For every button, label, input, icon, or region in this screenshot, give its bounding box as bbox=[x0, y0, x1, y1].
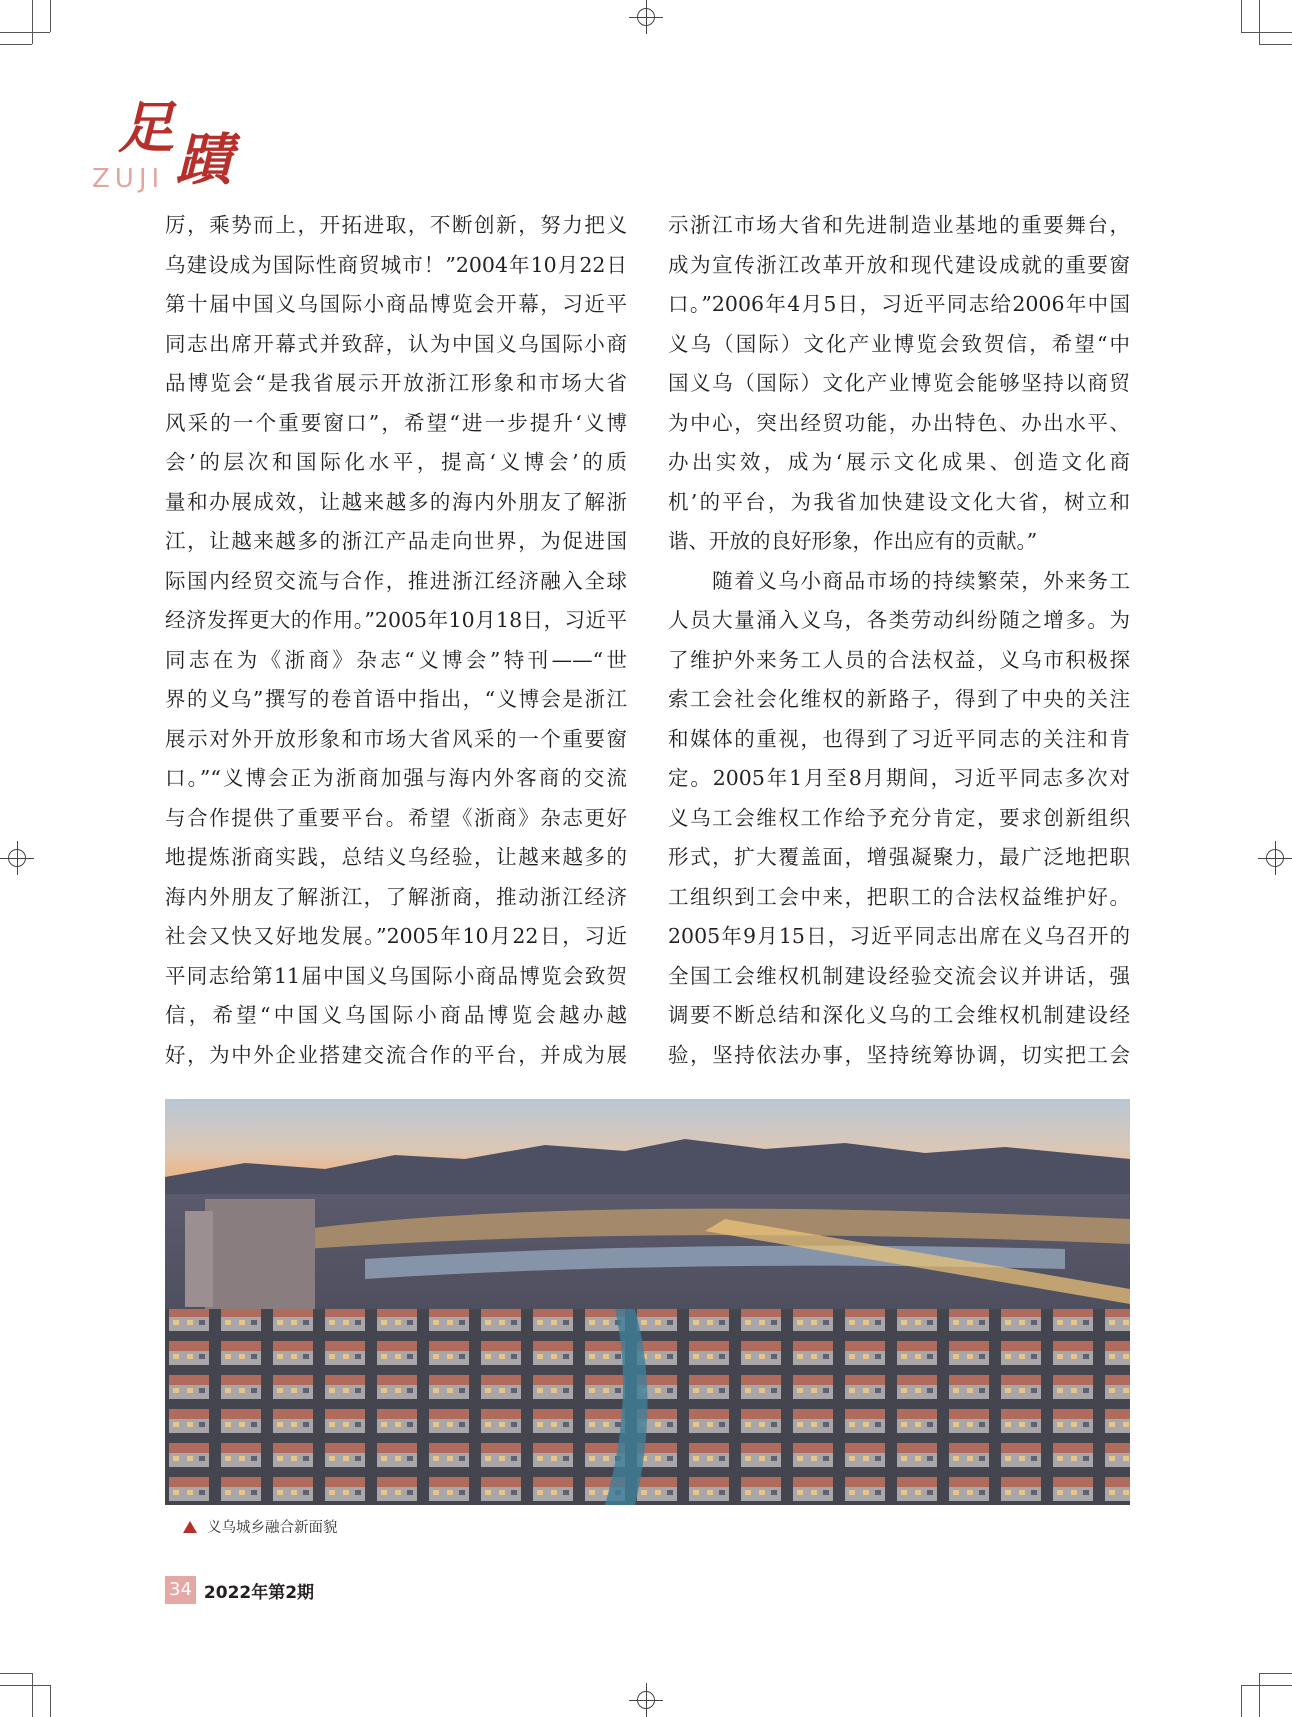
column-title-char-1: 足 bbox=[118, 95, 174, 161]
text-line: 信，希望“中国义乌国际小商品博览会越办越 bbox=[165, 1003, 627, 1027]
text-line: 全国工会维权机制建设经验交流会议并讲话，强 bbox=[668, 963, 1130, 988]
text-line: 验，坚持依法办事，坚持统筹协调，切实把工会 bbox=[668, 1042, 1130, 1067]
text-line: 量和办展成效，让越来越多的海内外朋友了解浙 bbox=[165, 489, 627, 514]
text-line: 为中心，突出经贸功能，办出特色、办出水平、 bbox=[668, 410, 1130, 435]
text-line: 形式，扩大覆盖面，增强凝聚力，最广泛地把职 bbox=[668, 845, 1130, 869]
registration-mark-bottom bbox=[629, 1683, 663, 1717]
crop-mark bbox=[50, 1685, 51, 1717]
text-line: 口。”“义博会正为浙商加强与海内外客商的交流 bbox=[165, 766, 627, 790]
text-line: 厉，乘势而上，开拓进取，不断创新，努力把义 bbox=[165, 213, 627, 237]
crop-mark bbox=[1241, 32, 1292, 33]
caption-text: 义乌城乡融合新面貌 bbox=[207, 1520, 338, 1536]
text-line: 和媒体的重视，也得到了习近平同志的关注和肯 bbox=[668, 726, 1130, 751]
text-line: 谐、开放的良好形象，作出应有的贡献。” bbox=[668, 529, 1038, 553]
crop-mark bbox=[0, 44, 32, 45]
column-title-latin: ZUJI bbox=[92, 164, 165, 194]
crop-mark bbox=[0, 1685, 50, 1686]
city-aerial-photo bbox=[165, 1099, 1130, 1505]
text-line: 成为宣传浙江改革开放和现代建设成就的重要窗 bbox=[668, 252, 1130, 277]
text-line: 了维护外来务工人员的合法权益，义乌市积极探 bbox=[668, 647, 1130, 672]
issue-label: 2022年第2期 bbox=[203, 1582, 315, 1603]
text-line: 乌建设成为国际性商贸城市！”2004年10月22日 bbox=[165, 252, 627, 277]
text-line: 义乌工会维权工作给予充分肯定，要求创新组织 bbox=[668, 805, 1130, 830]
text-line: 2005年9月15日，习近平同志出席在义乌召开的 bbox=[668, 924, 1130, 948]
text-line: 会’的层次和国际化水平，提高‘义博会’的质 bbox=[165, 450, 627, 474]
text-line: 调要不断总结和深化义乌的工会维权机制建设经 bbox=[668, 1003, 1130, 1027]
crop-mark bbox=[0, 32, 50, 33]
text-line: 风采的一个重要窗口”，希望“进一步提升‘义博 bbox=[165, 410, 627, 435]
registration-mark-left bbox=[0, 841, 34, 875]
caption-triangle-icon bbox=[183, 1521, 197, 1533]
column-title-char-2: 蹟 bbox=[176, 127, 232, 193]
crop-mark bbox=[1241, 1685, 1242, 1717]
text-line: 人员大量涌入义乌，各类劳动纠纷随之增多。为 bbox=[668, 608, 1130, 632]
text-line: 随着义乌小商品市场的持续繁荣，外来务工 bbox=[668, 568, 1130, 593]
registration-mark-top bbox=[629, 0, 663, 34]
text-line: 工组织到工会中来，把职工的合法权益维护好。 bbox=[668, 884, 1130, 909]
text-column-right bbox=[668, 206, 1130, 1075]
city-illustration bbox=[165, 1099, 1130, 1505]
text-line: 地提炼浙商实践，总结义乌经验，让越来越多的 bbox=[165, 845, 627, 869]
text-line: 际国内经贸交流与合作，推进浙江经济融入全球 bbox=[165, 568, 627, 593]
text-line: 同志在为《浙商》杂志“义博会”特刊——“世 bbox=[165, 647, 627, 672]
crop-mark bbox=[1259, 0, 1260, 44]
column-logo bbox=[92, 95, 232, 200]
crop-mark bbox=[1241, 1685, 1292, 1686]
text-line: 办出实效，成为‘展示文化成果、创造文化商 bbox=[668, 450, 1130, 474]
crop-mark bbox=[1259, 1673, 1260, 1717]
text-line: 好，为中外企业搭建交流合作的平台，并成为展 bbox=[165, 1042, 627, 1067]
text-line: 经济发挥更大的作用。”2005年10月18日，习近平 bbox=[165, 608, 627, 632]
text-line: 平同志给第11届中国义乌国际小商品博览会致贺 bbox=[165, 963, 627, 988]
text-line: 口。”2006年4月5日，习近平同志给2006年中国 bbox=[668, 292, 1130, 316]
text-line: 第十届中国义乌国际小商品博览会开幕，习近平 bbox=[165, 292, 627, 316]
text-line: 义乌（国际）文化产业博览会致贺信，希望“中 bbox=[668, 331, 1130, 356]
text-line: 江，让越来越多的浙江产品走向世界，为促进国 bbox=[165, 529, 627, 553]
crop-mark bbox=[1259, 1673, 1292, 1674]
text-column-left bbox=[165, 206, 627, 1075]
text-line: 界的义乌”撰写的卷首语中指出，“义博会是浙江 bbox=[165, 687, 627, 711]
text-line: 同志出席开幕式并致辞，认为中国义乌国际小商 bbox=[165, 331, 627, 356]
text-line: 社会又快又好地发展。”2005年10月22日，习近 bbox=[165, 924, 627, 948]
crop-mark bbox=[32, 0, 33, 44]
text-line: 展示对外开放形象和市场大省风采的一个重要窗 bbox=[165, 726, 627, 751]
text-line: 示浙江市场大省和先进制造业基地的重要舞台， bbox=[668, 213, 1130, 237]
crop-mark bbox=[1241, 0, 1242, 32]
text-line: 与合作提供了重要平台。希望《浙商》杂志更好 bbox=[165, 805, 627, 830]
crop-mark bbox=[1259, 44, 1292, 45]
photo-caption bbox=[183, 1516, 338, 1537]
text-line: 国义乌（国际）文化产业博览会能够坚持以商贸 bbox=[668, 371, 1130, 395]
page-number: 34 bbox=[165, 1576, 196, 1604]
text-line: 品博览会“是我省展示开放浙江形象和市场大省 bbox=[165, 371, 627, 395]
text-line: 索工会社会化维权的新路子，得到了中央的关注 bbox=[668, 687, 1130, 711]
registration-mark-right bbox=[1258, 841, 1292, 875]
page-footer bbox=[165, 1576, 314, 1604]
text-line: 海内外朋友了解浙江，了解浙商，推动浙江经济 bbox=[165, 884, 627, 909]
crop-mark bbox=[50, 0, 51, 32]
text-line: 定。2005年1月至8月期间，习近平同志多次对 bbox=[668, 766, 1130, 790]
crop-mark bbox=[0, 1673, 32, 1674]
crop-mark bbox=[32, 1673, 33, 1717]
text-line: 机’的平台，为我省加快建设文化大省，树立和 bbox=[668, 489, 1130, 514]
